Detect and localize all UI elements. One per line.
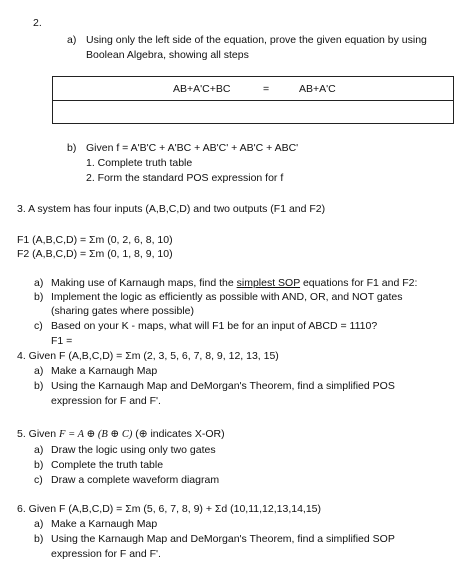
q2-b-item2: 2. Form the standard POS expression for f xyxy=(86,172,284,184)
q4-b-label: b) xyxy=(34,380,44,392)
q5-number: 5. Given xyxy=(17,428,57,440)
q3-intro: 3. A system has four inputs (A,B,C,D) and two outputs (F1 and F2) xyxy=(17,203,326,215)
q6-a-label: a) xyxy=(34,518,44,530)
q2-b-item1: 1. Complete truth table xyxy=(86,157,193,169)
q5-a-label: a) xyxy=(34,444,44,456)
equation-equals: = xyxy=(263,83,270,95)
q3-a-text xyxy=(51,277,417,289)
q3-f2: F2 (A,B,C,D) = Σm (0, 1, 8, 9, 10) xyxy=(17,248,173,260)
q4-a-text: Make a Karnaugh Map xyxy=(51,365,158,377)
table-divider xyxy=(53,100,453,101)
q5-header xyxy=(17,428,225,440)
q5-c-label: c) xyxy=(34,474,43,486)
q4-a-label: a) xyxy=(34,365,44,377)
q5-a-text: Draw the logic using only two gates xyxy=(51,444,216,456)
q5-b-text: Complete the truth table xyxy=(51,459,164,471)
q6-b-line1: Using the Karnaugh Map and DeMorgan's Theorem, find a simplified SOP xyxy=(51,533,395,545)
q2-number: 2. xyxy=(33,17,42,29)
q6-b-label: b) xyxy=(34,533,44,545)
q4-intro: 4. Given F (A,B,C,D) = Σm (2, 3, 5, 6, 7, 8, 9, 12, 13, 15) xyxy=(17,350,279,362)
q3-f1: F1 (A,B,C,D) = Σm (0, 2, 6, 8, 10) xyxy=(17,234,173,246)
q2-a-label: a) xyxy=(67,34,77,46)
q2-b-text: Given f = A'B'C + A'BC + AB'C' + AB'C + ABC' xyxy=(86,142,299,154)
q3-b-line2: (sharing gates where possible) xyxy=(51,305,194,317)
equation-right: AB+A'C xyxy=(299,83,336,95)
q6-a-text: Make a Karnaugh Map xyxy=(51,518,158,530)
q3-b-line1: Implement the logic as efficiently as possible with AND, OR, and NOT gates xyxy=(51,291,403,303)
q2-a-line2: Boolean Algebra, showing all steps xyxy=(86,49,249,61)
q5-b-label: b) xyxy=(34,459,44,471)
q3-a-post: equations for F1 and F2: xyxy=(300,277,418,289)
q6-intro: 6. Given F (A,B,C,D) = Σm (5, 6, 7, 8, 9) + Σd (10,11,12,13,14,15) xyxy=(17,503,322,515)
q5-c-text: Draw a complete waveform diagram xyxy=(51,474,220,486)
equation-table xyxy=(52,76,454,124)
q2-b-label: b) xyxy=(67,142,77,154)
q2-a-line1: Using only the left side of the equation, prove the given equation by using xyxy=(86,34,427,46)
q3-b-label: b) xyxy=(34,291,44,303)
q5-formula: F = A ⊕ (B ⊕ C) xyxy=(59,429,133,440)
q3-a-pre: Making use of Karnaugh maps, find the xyxy=(51,277,237,289)
q3-c-label: c) xyxy=(34,320,43,332)
equation-left: AB+A'C+BC xyxy=(173,83,231,95)
q4-b-line2: expression for F and F'. xyxy=(51,395,161,407)
q3-c-line1: Based on your K - maps, what will F1 be for an input of ABCD = 1110? xyxy=(51,320,378,332)
q3-a-label: a) xyxy=(34,277,44,289)
q3-a-underlined: simplest SOP xyxy=(236,277,301,289)
q3-c-line2: F1 = xyxy=(51,335,73,347)
q5-note: (⊕ indicates X-OR) xyxy=(135,428,225,440)
q4-b-line1: Using the Karnaugh Map and DeMorgan's Theorem, find a simplified POS xyxy=(51,380,395,392)
q6-b-line2: expression for F and F'. xyxy=(51,548,161,560)
